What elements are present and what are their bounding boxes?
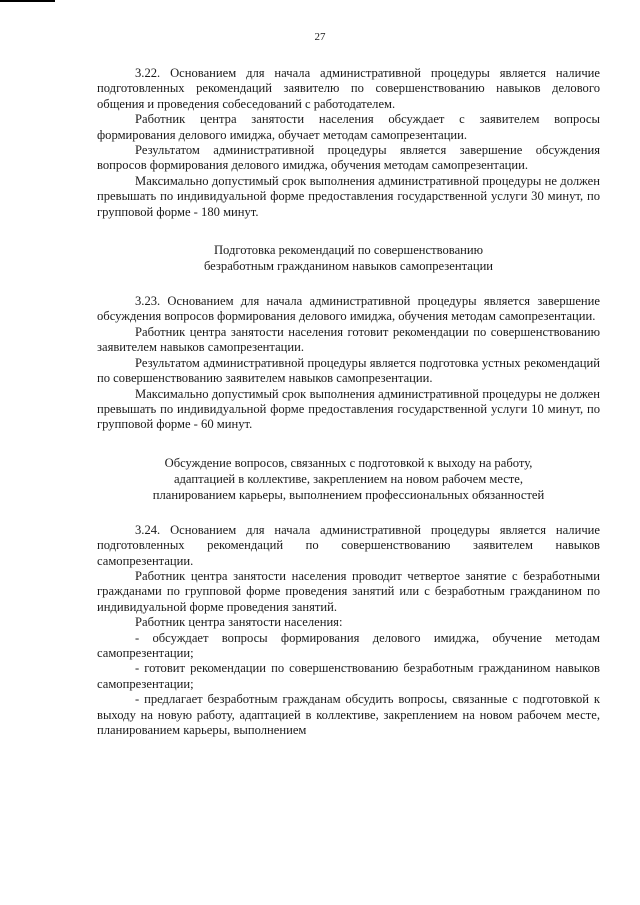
section-heading-discussion — [97, 455, 600, 503]
page-number: 27 — [314, 31, 326, 43]
paragraph: Результатом административной процедуры является подготовка устных рекомендаций по совершенствованию заявителем навыков самопрезентации. — [97, 355, 600, 386]
section-heading-recommendations — [97, 242, 600, 274]
list-item: - предлагает безработным гражданам обсудить вопросы, связанные с подготовкой к выходу на новую работу, адаптацией в коллективе, закреплением на новом рабочем месте, планированием карьеры, выполнением — [97, 692, 600, 737]
paragraph: Работник центра занятости населения: — [135, 615, 343, 630]
paragraph: Максимально допустимый срок выполнения административной процедуры не должен превышать по индивидуальной форме предоставления государственной услуги 10 минут, по групповой форме - 60 минут. — [97, 386, 600, 432]
list-item: - готовит рекомендации по совершенствованию безработным гражданином навыков самопрезентации; — [97, 661, 600, 691]
paragraph: Результатом административной процедуры является завершение обсуждения вопросов формирования делового имиджа, обучения методам самопрезентации. — [97, 143, 600, 173]
paragraph-3-23: 3.23. Основанием для начала административной процедуры является завершение обсуждения вопросов формирования делового имиджа, обучения методам самопрезентации. — [97, 294, 600, 324]
list-item: - обсуждает вопросы формирования делового имиджа, обучение методам самопрезентации; — [97, 630, 600, 660]
heading-line: планированием карьеры, выполнением профессиональных обязанностей — [152, 487, 545, 502]
paragraph: Работник центра занятости населения готовит рекомендации по совершенствованию заявителем навыков самопрезентации. — [97, 324, 600, 355]
heading-line: адаптацией в коллективе, закреплением на новом рабочем месте, — [173, 471, 524, 486]
heading-line: Подготовка рекомендаций по совершенствованию — [213, 243, 484, 258]
paragraph: Работник центра занятости населения проводит четвертое занятие с безработными гражданами по групповой форме проведения занятий или с безработным гражданином по индивидуальной форме проведения занятий. — [97, 568, 600, 614]
document-body — [97, 66, 600, 738]
paragraph-3-22: 3.22. Основанием для начала административной процедуры является наличие подготовленных рекомендаций заявителю по совершенствованию навыков делового общения и проведения собеседований с работодателем. — [97, 66, 600, 111]
heading-line: Обсуждение вопросов, связанных с подготовкой к выходу на работу, — [164, 455, 533, 470]
paragraph: Максимально допустимый срок выполнения административной процедуры не должен превышать по индивидуальной форме предоставления государственной услуги 30 минут, по групповой форме - 180 минут. — [97, 173, 600, 219]
heading-line: безработным гражданином навыков самопрезентации — [203, 259, 494, 274]
paragraph-3-24: 3.24. Основанием для начала административной процедуры является наличие подготовленных рекомендаций по совершенствованию заявителем навыков самопрезентации. — [97, 522, 600, 568]
top-edge-line — [0, 0, 55, 2]
paragraph: Работник центра занятости населения обсуждает с заявителем вопросы формирования делового имиджа, обучает методам самопрезентации. — [97, 112, 600, 142]
